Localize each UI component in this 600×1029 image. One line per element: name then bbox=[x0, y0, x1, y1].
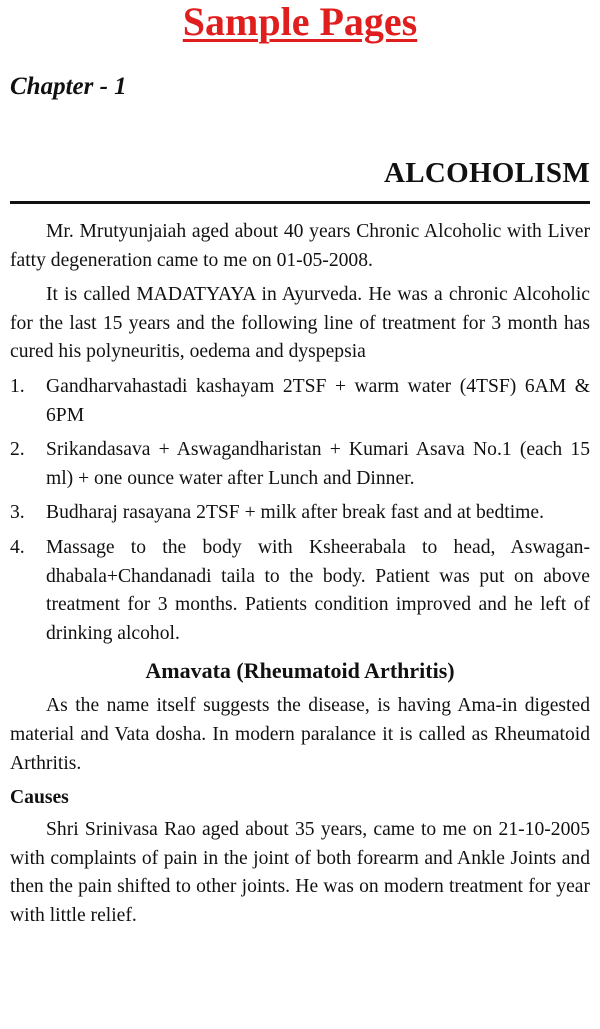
list-item-number: 1. bbox=[10, 375, 25, 397]
body-text bbox=[10, 218, 590, 936]
page-title: ALCOHOLISM bbox=[383, 157, 590, 189]
list-item-text: Gandharvahastadi kashayam 2TSF + warm water (4TSF) 6AM & 6PM bbox=[46, 375, 590, 426]
list-item-text: Massage to the body with Ksheerabala to head, Aswagan-dhabala+Chandanadi taila to the body. Patient was put on above treatment for 3 months. Patients condition improved and he left of drinking alcohol. bbox=[46, 536, 590, 644]
list-item bbox=[10, 436, 590, 493]
paragraph-amavata: As the name itself suggests the disease, is having Ama-in digested material and Vata dosha. In modern paralance it is called as Rheumatoid Arthritis. bbox=[10, 695, 590, 774]
section-heading-causes: Causes bbox=[10, 787, 69, 809]
list-item-number: 4. bbox=[10, 536, 25, 558]
section-heading-amavata: Amavata (Rheumatoid Arthritis) bbox=[145, 658, 455, 684]
list-item-number: 3. bbox=[10, 502, 25, 524]
title-divider bbox=[10, 201, 590, 204]
paragraph-madatyaya: It is called MADATYAYA in Ayurveda. He was a chronic Alcoholic for the last 15 years and the following line of treatment for 3 month has cured his polyneuritis, oedema and dyspepsia bbox=[10, 284, 590, 363]
treatment-list bbox=[10, 373, 590, 648]
chapter-label: Chapter - 1 bbox=[10, 73, 127, 100]
list-item bbox=[10, 373, 590, 430]
list-item bbox=[10, 534, 590, 648]
paragraph-intro: Mr. Mrutyunjaiah aged about 40 years Chronic Alcoholic with Liver fatty degeneration came to me on 01-05-2008. bbox=[10, 221, 590, 271]
list-item bbox=[10, 499, 590, 528]
list-item-number: 2. bbox=[10, 439, 25, 461]
sample-pages-banner: Sample Pages bbox=[182, 0, 418, 44]
list-item-text: Srikandasava + Aswagandharistan + Kumari Asava No.1 (each 15 ml) + one ounce water after Lunch and Dinner. bbox=[46, 439, 590, 489]
paragraph-causes: Shri Srinivasa Rao aged about 35 years, came to me on 21-10-2005 with complaints of pain in the joint of both forearm and Ankle Joints and then the pain shifted to other joints. He was on modern treatment for year with little relief. bbox=[10, 819, 590, 926]
list-item-text: Budharaj rasayana 2TSF + milk after break fast and at bedtime. bbox=[46, 502, 545, 524]
